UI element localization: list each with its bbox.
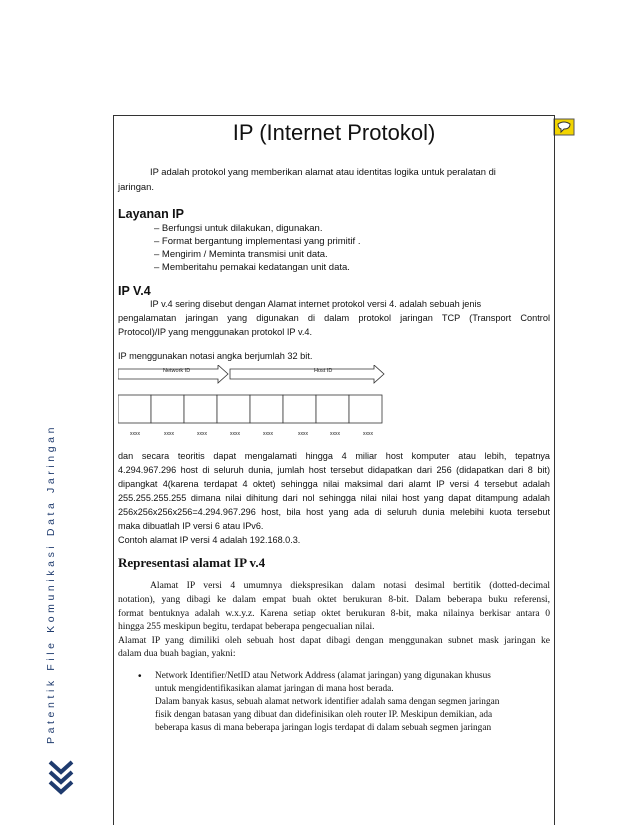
list-item: – Format bergantung implementasi yang primitif . [154,236,361,247]
layanan-list [154,222,360,274]
bit-box [283,395,316,423]
bullet-line: Network Identifier/NetID atau Network Address (alamat jaringan) yang digunakan khusus [155,671,491,681]
list-item: – Berfungsi untuk dilakukan, digunakan. [154,223,323,234]
ipv4-line-2: pengalamatan jaringan yang digunakan di dalam protokol jaringan TCP (Transport Control [118,313,550,323]
layanan-heading: Layanan IP [118,207,184,221]
bullet-line: untuk mengidentifikasikan alamat jaringan di mana host berada. [155,684,394,694]
repr-line: hingga 255 meskipun begitu, terdapat beberapa pengecualian nilai. [118,621,375,632]
para3-line: 256x256x256x256=4.294.967.296 host, bila host yang ada di seluruh dunia melebihi kuota tersebut [118,507,550,517]
bullet-line: fisik dengan batasan yang dibuat dan didefinisikan oleh router IP. Meskipun demikian, ada [155,710,493,720]
representasi-heading: Representasi alamat IP v.4 [118,555,266,570]
repr-line: Alamat IP versi 4 umumnya diekspresikan dalam notasi desimal bertitik (dotted-decimal [150,580,550,591]
chevron-down-logo-icon [48,758,74,798]
bit-box [250,395,283,423]
para3-line: maka dibuatlah IP versi 6 atau IPv6. [118,521,264,531]
bit-label: xxxx [164,431,174,437]
bit-label: xxxx [363,431,373,437]
contoh-line: Contoh alamat IP versi 4 adalah 192.168.0.3. [118,535,301,545]
para3-line: 255.255.255.255 dimana nilai dihitung dari nol sehingga nilai nilai host yang dapat ditampung adalah [118,493,550,503]
ipv4-line-1: IP v.4 sering disebut dengan Alamat internet protokol versi 4. adalah sebuah jenis [150,299,482,309]
para3-line: dan secara teoritis dapat mengalamati hingga 4 miliar host komputer atau lebih, tepatnya [118,451,550,461]
ipv4-heading: IP V.4 [118,284,151,298]
repr-line: Alamat IP yang dimiliki oleh sebuah host dapat dibagi dengan menggunakan subnet mask jaringan ke [118,635,550,646]
notasi-line: IP menggunakan notasi angka berjumlah 32 bit. [118,351,313,361]
bit-box [184,395,217,423]
bit-box [151,395,184,423]
list-item: – Mengirim / Meminta transmisi unit data. [154,249,328,260]
bullet-line: beberapa kasus di mana beberapa jaringan logis terdapat di dalam sebuah segmen jaringan [155,723,492,733]
host-id-label: Host ID [314,368,333,374]
ip-bits-diagram [118,365,388,440]
bullet-line: Dalam banyak kasus, sebuah alamat network identifier adalah sama dengan segmen jaringan [155,697,500,707]
ipv4-line-3: Protocol)/IP yang menggunakan protokol IP v.4. [118,327,313,337]
sidebar-vertical-title: Patentik File Komunikasi Data Jaringan [45,423,57,744]
bit-label: xxxx [330,431,340,437]
bit-box [316,395,349,423]
repr-line: notation), yang dibagi ke dalam empat buah oktet berukuran 8-bit. Dalam beberapa buku referensi, [118,594,550,605]
bit-label: xxxx [130,431,140,437]
intro-line-2: jaringan. [118,181,154,192]
bit-box [217,395,250,423]
repr-line: dalam dua buah bagian, yakni: [118,648,236,659]
host-id-arrow [230,365,384,383]
comment-icon[interactable] [553,118,575,136]
bit-box [349,395,382,423]
bit-label: xxxx [298,431,308,437]
repr-line: format bentuknya adalah w.x.y.z. Karena setiap oktet berukuran 8-bit, maka nilainya berkisar antara 0 [118,608,550,619]
network-id-label: Network ID [163,368,191,374]
bit-label: xxxx [197,431,207,437]
para3-line: 4.294.967.296 host di seluruh dunia, jumlah host tersebut didapatkan dari 256 (didapatkan dari 8 bit) [118,465,550,475]
bit-boxes [118,395,382,423]
bit-label: xxxx [230,431,240,437]
para3-line: dipangkat 4(karena terdapat 4 oktet) sehingga nilai maksimal dari alamt IP versi 4 tersebut adalah [118,479,550,489]
page-title: IP (Internet Protokol) [232,120,436,145]
bullet-marker: • [138,671,142,682]
bit-label: xxxx [263,431,273,437]
list-item: – Memberitahu pemakai kedatangan unit data. [154,262,350,273]
intro-line-1: IP adalah protokol yang memberikan alamat atau identitas logika untuk peralatan di [150,166,496,177]
bit-box [118,395,151,423]
